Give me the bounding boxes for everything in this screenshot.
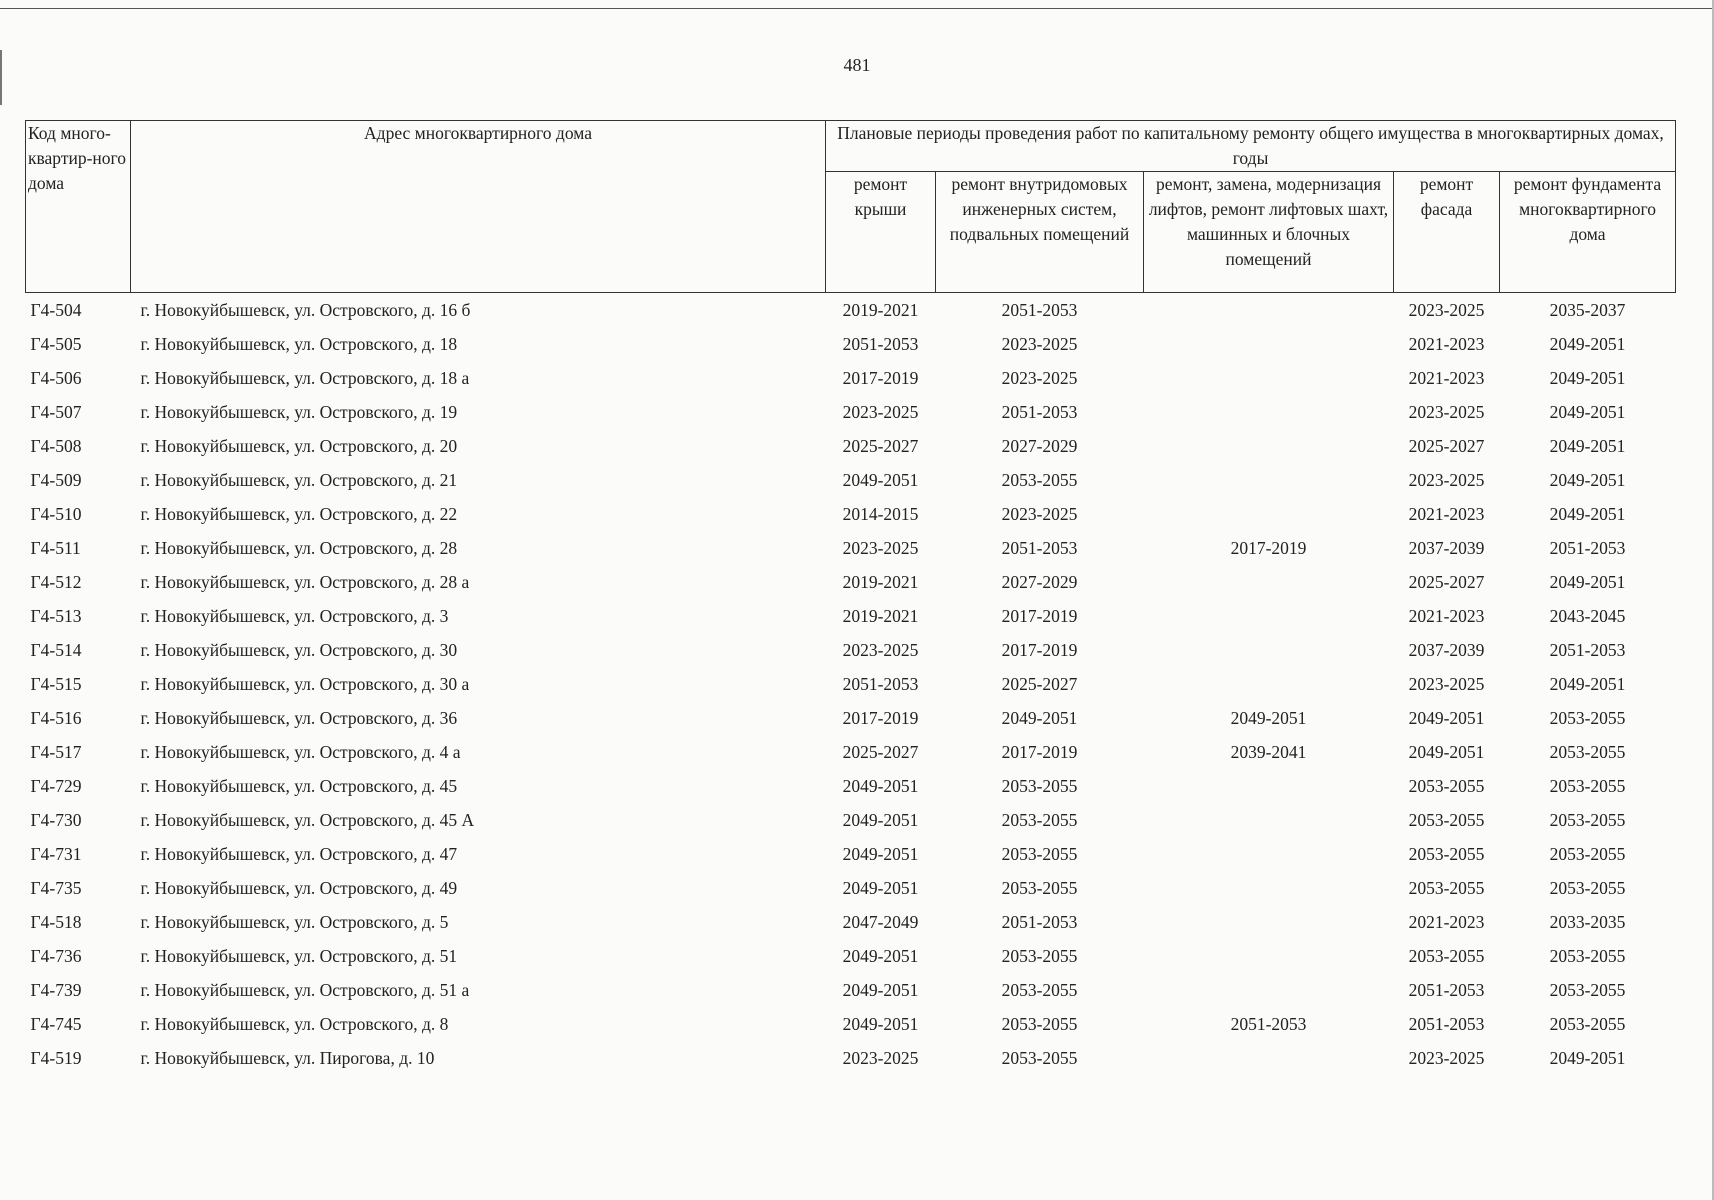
cell-foundation: 2049-2051 bbox=[1549, 504, 1626, 524]
cell-foundation: 2049-2051 bbox=[1549, 436, 1626, 456]
table-row bbox=[26, 327, 1676, 361]
cell-elevators bbox=[1144, 939, 1394, 973]
cell-facade: 2021-2023 bbox=[1408, 606, 1485, 626]
cell-facade: 2037-2039 bbox=[1408, 538, 1485, 558]
table-row bbox=[26, 565, 1676, 599]
table-row bbox=[26, 429, 1676, 463]
cell-foundation: 2053-2055 bbox=[1549, 1014, 1626, 1034]
table-row bbox=[26, 1041, 1676, 1075]
cell-elevators: 2017-2019 bbox=[1230, 538, 1307, 558]
cell-facade: 2025-2027 bbox=[1408, 436, 1485, 456]
cell-address: г. Новокуйбышевск, ул. Островского, д. 3 bbox=[140, 606, 449, 626]
table-row bbox=[26, 769, 1676, 803]
cell-foundation: 2033-2035 bbox=[1549, 912, 1626, 932]
cell-code: Г4-729 bbox=[30, 776, 82, 796]
cell-address: г. Новокуйбышевск, ул. Островского, д. 28 а bbox=[140, 572, 470, 592]
cell-code: Г4-731 bbox=[30, 844, 82, 864]
cell-systems: 2023-2025 bbox=[1001, 334, 1078, 354]
cell-roof: 2025-2027 bbox=[842, 742, 919, 762]
cell-foundation: 2049-2051 bbox=[1549, 334, 1626, 354]
table-row bbox=[26, 361, 1676, 395]
cell-systems: 2053-2055 bbox=[1001, 810, 1078, 830]
cell-roof: 2049-2051 bbox=[842, 810, 919, 830]
cell-code: Г4-515 bbox=[30, 674, 82, 694]
table-row bbox=[26, 837, 1676, 871]
cell-code: Г4-745 bbox=[30, 1014, 82, 1034]
cell-systems: 2051-2053 bbox=[1001, 300, 1078, 320]
cell-roof: 2047-2049 bbox=[842, 912, 919, 932]
cell-systems: 2051-2053 bbox=[1001, 538, 1078, 558]
cell-address: г. Новокуйбышевск, ул. Островского, д. 21 bbox=[140, 470, 458, 490]
cell-foundation: 2049-2051 bbox=[1549, 674, 1626, 694]
cell-foundation: 2053-2055 bbox=[1549, 844, 1626, 864]
cell-facade: 2049-2051 bbox=[1408, 742, 1485, 762]
cell-systems: 2023-2025 bbox=[1001, 504, 1078, 524]
cell-systems: 2017-2019 bbox=[1001, 640, 1078, 660]
cell-roof: 2014-2015 bbox=[842, 504, 919, 524]
cell-foundation: 2053-2055 bbox=[1549, 878, 1626, 898]
cell-systems: 2053-2055 bbox=[1001, 776, 1078, 796]
cell-elevators bbox=[1144, 837, 1394, 871]
cell-elevators: 2039-2041 bbox=[1230, 742, 1307, 762]
table-row bbox=[26, 531, 1676, 565]
cell-address: г. Новокуйбышевск, ул. Островского, д. 16 б bbox=[140, 300, 471, 320]
cell-roof: 2049-2051 bbox=[842, 946, 919, 966]
cell-address: г. Новокуйбышевск, ул. Островского, д. 51 bbox=[140, 946, 458, 966]
header-address: Адрес многоквартирного дома bbox=[131, 121, 826, 293]
cell-elevators bbox=[1144, 803, 1394, 837]
cell-facade: 2023-2025 bbox=[1408, 674, 1485, 694]
cell-roof: 2019-2021 bbox=[842, 606, 919, 626]
cell-foundation: 2049-2051 bbox=[1549, 402, 1626, 422]
cell-foundation: 2053-2055 bbox=[1549, 742, 1626, 762]
cell-roof: 2023-2025 bbox=[842, 538, 919, 558]
cell-roof: 2051-2053 bbox=[842, 674, 919, 694]
cell-code: Г4-730 bbox=[30, 810, 82, 830]
cell-roof: 2051-2053 bbox=[842, 334, 919, 354]
cell-roof: 2023-2025 bbox=[842, 640, 919, 660]
cell-elevators bbox=[1144, 463, 1394, 497]
cell-roof: 2049-2051 bbox=[842, 878, 919, 898]
header-foundation: ремонт фундамента многоквартирного дома bbox=[1500, 172, 1676, 293]
cell-foundation: 2051-2053 bbox=[1549, 640, 1626, 660]
cell-foundation: 2053-2055 bbox=[1549, 980, 1626, 1000]
table-row bbox=[26, 463, 1676, 497]
table-row bbox=[26, 973, 1676, 1007]
header-systems: ремонт внутридомовых инженерных систем, подвальных помещений bbox=[936, 172, 1144, 293]
cell-elevators bbox=[1144, 293, 1394, 328]
top-border-line bbox=[0, 8, 1714, 9]
cell-elevators bbox=[1144, 327, 1394, 361]
cell-facade: 2023-2025 bbox=[1408, 300, 1485, 320]
table-row bbox=[26, 735, 1676, 769]
cell-address: г. Новокуйбышевск, ул. Островского, д. 30 а bbox=[140, 674, 470, 694]
cell-roof: 2049-2051 bbox=[842, 1014, 919, 1034]
table-row bbox=[26, 667, 1676, 701]
cell-code: Г4-739 bbox=[30, 980, 82, 1000]
cell-systems: 2049-2051 bbox=[1001, 708, 1078, 728]
cell-foundation: 2053-2055 bbox=[1549, 776, 1626, 796]
cell-code: Г4-518 bbox=[30, 912, 82, 932]
cell-elevators bbox=[1144, 565, 1394, 599]
cell-address: г. Новокуйбышевск, ул. Островского, д. 45 bbox=[140, 776, 458, 796]
cell-systems: 2051-2053 bbox=[1001, 402, 1078, 422]
cell-systems: 2053-2055 bbox=[1001, 844, 1078, 864]
cell-facade: 2053-2055 bbox=[1408, 946, 1485, 966]
cell-foundation: 2049-2051 bbox=[1549, 572, 1626, 592]
cell-facade: 2025-2027 bbox=[1408, 572, 1485, 592]
table-row bbox=[26, 803, 1676, 837]
cell-systems: 2053-2055 bbox=[1001, 1048, 1078, 1068]
cell-elevators bbox=[1144, 973, 1394, 1007]
cell-code: Г4-736 bbox=[30, 946, 82, 966]
cell-code: Г4-517 bbox=[30, 742, 82, 762]
cell-systems: 2053-2055 bbox=[1001, 946, 1078, 966]
cell-elevators bbox=[1144, 1041, 1394, 1075]
cell-elevators bbox=[1144, 905, 1394, 939]
cell-facade: 2053-2055 bbox=[1408, 844, 1485, 864]
table-row bbox=[26, 293, 1676, 328]
cell-address: г. Новокуйбышевск, ул. Островского, д. 20 bbox=[140, 436, 458, 456]
cell-address: г. Новокуйбышевск, ул. Островского, д. 18 bbox=[140, 334, 458, 354]
cell-code: Г4-505 bbox=[30, 334, 82, 354]
cell-address: г. Новокуйбышевск, ул. Островского, д. 49 bbox=[140, 878, 458, 898]
cell-facade: 2021-2023 bbox=[1408, 504, 1485, 524]
cell-code: Г4-507 bbox=[30, 402, 82, 422]
cell-systems: 2053-2055 bbox=[1001, 1014, 1078, 1034]
cell-facade: 2049-2051 bbox=[1408, 708, 1485, 728]
header-elevators: ремонт, замена, модернизация лифтов, ремонт лифтовых шахт, машинных и блочных помещений bbox=[1144, 172, 1394, 293]
table-row bbox=[26, 871, 1676, 905]
cell-facade: 2021-2023 bbox=[1408, 334, 1485, 354]
cell-roof: 2023-2025 bbox=[842, 1048, 919, 1068]
cell-foundation: 2043-2045 bbox=[1549, 606, 1626, 626]
cell-address: г. Новокуйбышевск, ул. Островского, д. 28 bbox=[140, 538, 458, 558]
page-number: 481 bbox=[843, 55, 871, 75]
cell-roof: 2017-2019 bbox=[842, 368, 919, 388]
cell-facade: 2023-2025 bbox=[1408, 1048, 1485, 1068]
cell-foundation: 2053-2055 bbox=[1549, 946, 1626, 966]
cell-systems: 2017-2019 bbox=[1001, 742, 1078, 762]
cell-address: г. Новокуйбышевск, ул. Островского, д. 18 а bbox=[140, 368, 470, 388]
cell-code: Г4-506 bbox=[30, 368, 82, 388]
cell-facade: 2051-2053 bbox=[1408, 980, 1485, 1000]
cell-address: г. Новокуйбышевск, ул. Островского, д. 8 bbox=[140, 1014, 449, 1034]
cell-elevators bbox=[1144, 769, 1394, 803]
table-row bbox=[26, 905, 1676, 939]
cell-code: Г4-514 bbox=[30, 640, 82, 660]
table-body bbox=[26, 293, 1676, 1076]
cell-code: Г4-510 bbox=[30, 504, 82, 524]
cell-roof: 2017-2019 bbox=[842, 708, 919, 728]
table-row bbox=[26, 497, 1676, 531]
cell-systems: 2053-2055 bbox=[1001, 980, 1078, 1000]
cell-code: Г4-509 bbox=[30, 470, 82, 490]
cell-facade: 2037-2039 bbox=[1408, 640, 1485, 660]
cell-systems: 2053-2055 bbox=[1001, 878, 1078, 898]
cell-elevators bbox=[1144, 429, 1394, 463]
cell-elevators: 2049-2051 bbox=[1230, 708, 1307, 728]
cell-code: Г4-519 bbox=[30, 1048, 82, 1068]
header-facade: ремонт фасада bbox=[1394, 172, 1500, 293]
cell-elevators bbox=[1144, 871, 1394, 905]
cell-code: Г4-512 bbox=[30, 572, 82, 592]
cell-address: г. Новокуйбышевск, ул. Островского, д. 45 А bbox=[140, 810, 475, 830]
cell-roof: 2049-2051 bbox=[842, 776, 919, 796]
cell-systems: 2051-2053 bbox=[1001, 912, 1078, 932]
table-row bbox=[26, 633, 1676, 667]
cell-facade: 2053-2055 bbox=[1408, 776, 1485, 796]
table-row bbox=[26, 701, 1676, 735]
cell-roof: 2019-2021 bbox=[842, 572, 919, 592]
cell-address: г. Новокуйбышевск, ул. Островского, д. 4 а bbox=[140, 742, 461, 762]
cell-foundation: 2051-2053 bbox=[1549, 538, 1626, 558]
capital-repair-schedule-table bbox=[25, 120, 1676, 1075]
cell-systems: 2025-2027 bbox=[1001, 674, 1078, 694]
cell-address: г. Новокуйбышевск, ул. Островского, д. 22 bbox=[140, 504, 458, 524]
cell-elevators bbox=[1144, 667, 1394, 701]
cell-address: г. Новокуйбышевск, ул. Островского, д. 47 bbox=[140, 844, 458, 864]
cell-address: г. Новокуйбышевск, ул. Островского, д. 19 bbox=[140, 402, 458, 422]
cell-elevators bbox=[1144, 361, 1394, 395]
cell-facade: 2021-2023 bbox=[1408, 912, 1485, 932]
cell-foundation: 2049-2051 bbox=[1549, 1048, 1626, 1068]
cell-elevators: 2051-2053 bbox=[1230, 1014, 1307, 1034]
cell-address: г. Новокуйбышевск, ул. Островского, д. 30 bbox=[140, 640, 458, 660]
cell-roof: 2023-2025 bbox=[842, 402, 919, 422]
cell-facade: 2053-2055 bbox=[1408, 878, 1485, 898]
cell-systems: 2027-2029 bbox=[1001, 436, 1078, 456]
table-row bbox=[26, 599, 1676, 633]
cell-systems: 2023-2025 bbox=[1001, 368, 1078, 388]
cell-roof: 2049-2051 bbox=[842, 470, 919, 490]
cell-systems: 2027-2029 bbox=[1001, 572, 1078, 592]
cell-code: Г4-735 bbox=[30, 878, 82, 898]
cell-foundation: 2049-2051 bbox=[1549, 368, 1626, 388]
cell-code: Г4-516 bbox=[30, 708, 82, 728]
header-roof: ремонт крыши bbox=[826, 172, 936, 293]
cell-code: Г4-508 bbox=[30, 436, 82, 456]
cell-roof: 2049-2051 bbox=[842, 980, 919, 1000]
cell-foundation: 2053-2055 bbox=[1549, 810, 1626, 830]
cell-roof: 2019-2021 bbox=[842, 300, 919, 320]
cell-elevators bbox=[1144, 395, 1394, 429]
cell-elevators bbox=[1144, 497, 1394, 531]
cell-foundation: 2049-2051 bbox=[1549, 470, 1626, 490]
cell-elevators bbox=[1144, 599, 1394, 633]
cell-facade: 2053-2055 bbox=[1408, 810, 1485, 830]
header-code: Код много-квартир-ного дома bbox=[26, 121, 131, 293]
cell-foundation: 2053-2055 bbox=[1549, 708, 1626, 728]
table-row bbox=[26, 939, 1676, 973]
header-periods: Плановые периоды проведения работ по капитальному ремонту общего имущества в многоквартирных домах, годы bbox=[826, 121, 1676, 172]
cell-address: г. Новокуйбышевск, ул. Островского, д. 36 bbox=[140, 708, 458, 728]
cell-address: г. Новокуйбышевск, ул. Пирогова, д. 10 bbox=[140, 1048, 435, 1068]
cell-systems: 2017-2019 bbox=[1001, 606, 1078, 626]
cell-facade: 2021-2023 bbox=[1408, 368, 1485, 388]
table-row bbox=[26, 395, 1676, 429]
cell-roof: 2025-2027 bbox=[842, 436, 919, 456]
cell-facade: 2023-2025 bbox=[1408, 470, 1485, 490]
cell-facade: 2023-2025 bbox=[1408, 402, 1485, 422]
cell-roof: 2049-2051 bbox=[842, 844, 919, 864]
cell-code: Г4-504 bbox=[30, 300, 82, 320]
cell-code: Г4-511 bbox=[30, 538, 81, 558]
cell-systems: 2053-2055 bbox=[1001, 470, 1078, 490]
cell-elevators bbox=[1144, 633, 1394, 667]
cell-address: г. Новокуйбышевск, ул. Островского, д. 51 а bbox=[140, 980, 470, 1000]
cell-facade: 2051-2053 bbox=[1408, 1014, 1485, 1034]
cell-address: г. Новокуйбышевск, ул. Островского, д. 5 bbox=[140, 912, 449, 932]
cell-code: Г4-513 bbox=[30, 606, 82, 626]
table-row bbox=[26, 1007, 1676, 1041]
cell-foundation: 2035-2037 bbox=[1549, 300, 1626, 320]
